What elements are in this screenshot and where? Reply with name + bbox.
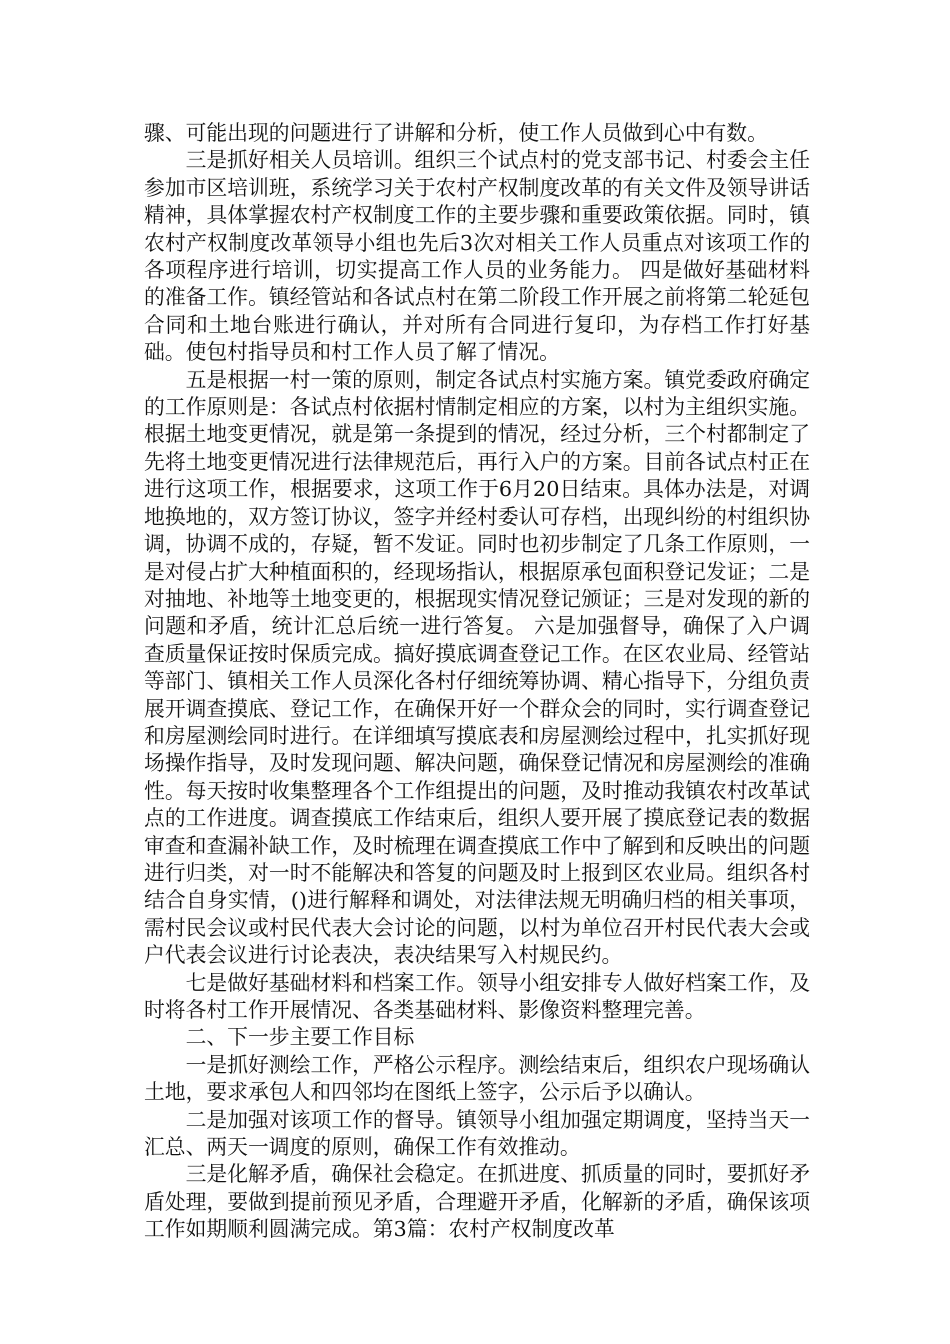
section-heading-next-steps: 二、下一步主要工作目标 (185, 1025, 415, 1050)
paragraph-continuation: 骤、可能出现的问题进行了讲解和分析，使工作人员做到心中有数。 (144, 121, 768, 145)
paragraph-supervision: 二是加强对该项工作的督导。镇领导小组加强定期调度，坚持当天一汇总、两天一调度的原则，确保工作有效推动。 (144, 1107, 810, 1160)
paragraph-resolve-conflicts: 三是化解矛盾，确保社会稳定。在抓进度、抓质量的同时，要抓好矛盾处理，要做到提前预见矛盾，合理避开矛盾，化解新的矛盾，确保该项工作如期顺利圆满完成。第3篇：农村产权制度改革 (144, 1162, 810, 1242)
document-body (144, 120, 810, 1244)
paragraph-archives: 七是做好基础材料和档案工作。领导小组安排专人做好档案工作，及时将各村工作开展情况、各类基础材料、影像资料整理完善。 (144, 970, 810, 1022)
paragraph-training: 三是抓好相关人员培训。组织三个试点村的党支部书记、村委会主任参加市区培训班，系统学习关于农村产权制度改革的有关文件及领导讲话精神，具体掌握农村产权制度工作的主要步骤和重要政策依据。同时，镇农村产权制度改革领导小组也先后3次对相关工作人员重点对该项工作的各项程序进行培训，切实提高工作人员的业务能力。 四是做好基础材料的准备工作。镇经管站和各试点村在第二阶段工作开展之前将第二轮延包合同和土地台账进行确认，并对所有合同进行复印，为存档工作打好基础。使包村指导员和村工作人员了解了情况。 (144, 148, 810, 365)
paragraph-implementation-plan: 五是根据一村一策的原则，制定各试点村实施方案。镇党委政府确定的工作原则是：各试点村依据村情制定相应的方案，以村为主组织实施。根据土地变更情况，就是第一条提到的情况，经过分析，三个村都制定了先将土地变更情况进行法律规范后，再行入户的方案。目前各试点村正在进行这项工作，根据要求，这项工作于6月20日结束。具体办法是，对调地换地的，双方签订协议，签字并经村委认可存档，出现纠纷的村组织协调，协调不成的，存疑，暂不发证。同时也初步制定了几条工作原则，一是对侵占扩大种植面积的，经现场指认，根据原承包面积登记发证；二是对抽地、补地等土地变更的，根据现实情况登记颁证；三是对发现的新的问题和矛盾，统计汇总后统一进行答复。 六是加强督导，确保了入户调查质量保证按时保质完成。搞好摸底调查登记工作。在区农业局、经管站等部门、镇相关工作人员深化各村仔细统筹协调、精心指导下，分组负责展开调查摸底、登记工作，在确保开好一个群众会的同时，实行调查登记和房屋测绘同时进行。在详细填写摸底表和房屋测绘过程中，扎实抓好现场操作指导，及时发现问题、解决问题，确保登记情况和房屋测绘的准确性。每天按时收集整理各个工作组提出的问题，及时推动我镇农村改革试点的工作进度。调查摸底工作结束后，组织人要开展了摸底登记表的数据审查和查漏补缺工作，及时梳理在调查摸底工作中了解到和反映出的问题进行归类，对一时不能解决和答复的问题及时上报到区农业局。组织各村结合自身实情，()进行解释和调处，对法律法规无明确归档的相关事项，需村民会议或村民代表大会讨论的问题，以村为单位召开村民代表大会或户代表会议进行讨论表决，表决结果写入村规民约。 (144, 367, 810, 968)
paragraph-surveying: 一是抓好测绘工作，严格公示程序。测绘结束后，组织农户现场确认土地，要求承包人和四邻均在图纸上签字，公示后予以确认。 (144, 1052, 810, 1105)
